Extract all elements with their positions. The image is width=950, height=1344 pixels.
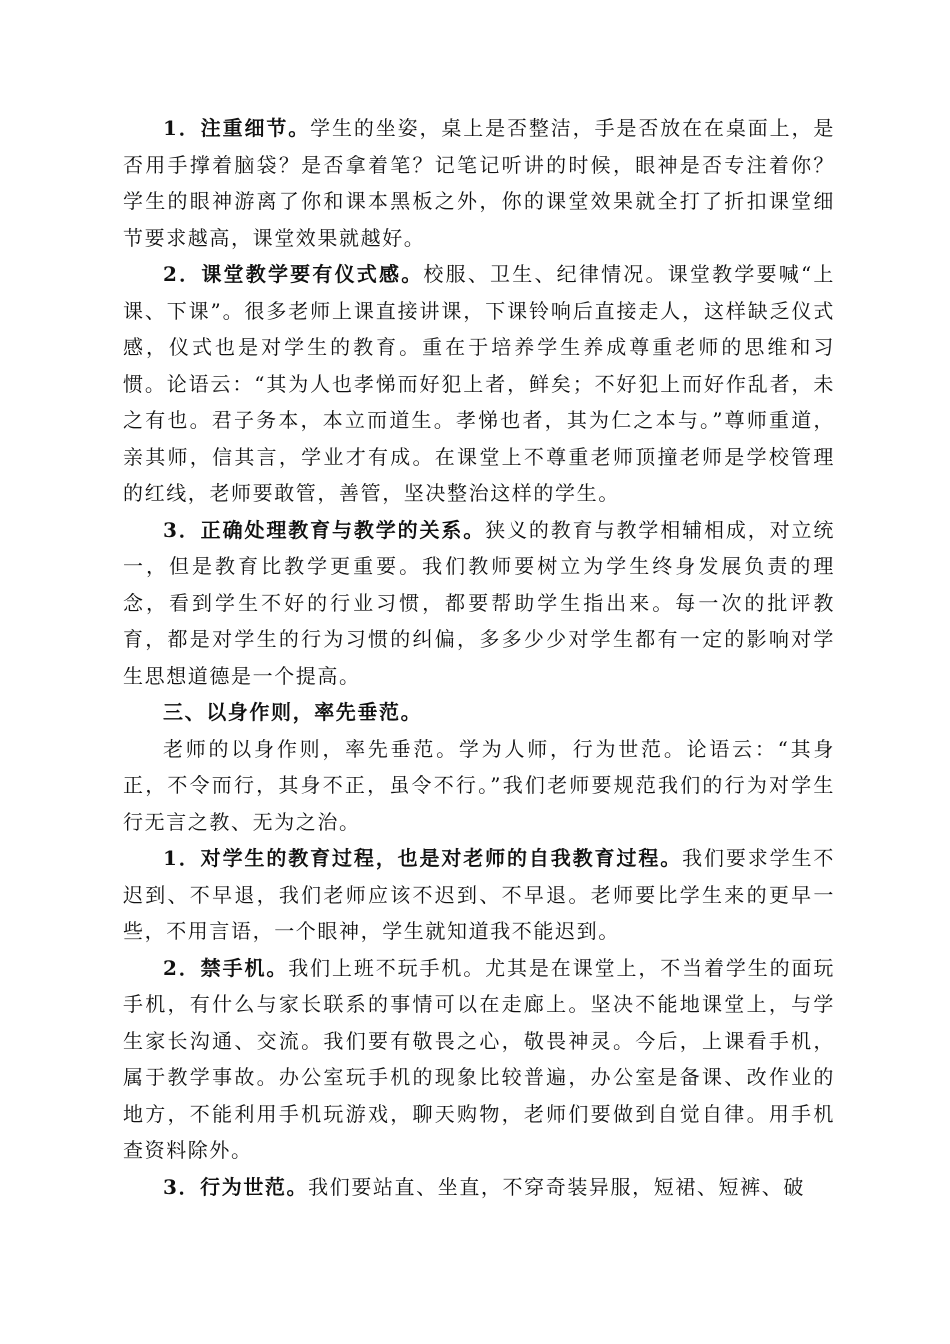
- paragraph-body: 老师的以身作则，率先垂范。学为人师，行为世范。论语云：“其身正，不令而行，其身不正，虽令不行。”我们老师要规范我们的行为对学生行无言之教、无为之治。: [123, 736, 835, 834]
- paragraph-no-phones: [123, 950, 835, 1169]
- paragraph-body: 我们要求学生不迟到、不早退，我们老师应该不迟到、不早退。老师要比学生来的更早一些，不用言语，一个眼神，学生就知道我不能迟到。: [123, 846, 835, 943]
- paragraph-body: 校服、卫生、纪律情况。课堂教学要喊“上课、下课”。很多老师上课直接讲课，下课铃响后直接走人，这样缺乏仪式感，仪式也是对学生的教育。重在于培养学生养成尊重老师的思维和习惯。论语云：“其为人也孝悌而好犯上者，鲜矣；不好犯上而好作乱者，未之有也。君子务本，本立而道生。孝悌也者，其为仁之本与。”尊师重道，亲其师，信其言，学业才有成。在课堂上不尊重老师顶撞老师是学校管理的红线，老师要敢管，善管，坚决整治这样的学生。: [123, 262, 835, 505]
- paragraph-lead: 1．注重细节。: [163, 116, 311, 140]
- paragraph-body: 狭义的教育与教学相辅相成，对立统一，但是教育比教学更重要。我们教师要树立为学生终身发展负责的理念，看到学生不好的行业习惯，都要帮助学生指出来。每一次的批评教育，都是对学生的行为习惯的纠偏，多多少少对学生都有一定的影响对学生思想道德是一个提高。: [123, 517, 835, 688]
- section-heading: 三、以身作则，率先垂范。: [163, 700, 423, 724]
- paragraph-lead-by-example: [123, 731, 835, 841]
- paragraph-self-education: [123, 840, 835, 950]
- paragraph-lead: 2．课堂教学要有仪式感。: [163, 262, 424, 286]
- paragraph-body: 我们要站直、坐直，不穿奇装异服，短裙、短裤、破: [308, 1174, 805, 1199]
- paragraph-lead: 3．正确处理教育与教学的关系。: [163, 517, 486, 542]
- document-page: [123, 110, 835, 1205]
- paragraph-attention-to-detail: [123, 110, 835, 256]
- paragraph-lead: 2．禁手机。: [163, 955, 289, 980]
- paragraph-body: 我们上班不玩手机。尤其是在课堂上，不当着学生的面玩手机，有什么与家长联系的事情可以在走廊上。坚决不能地课堂上，与学生家长沟通、交流。我们要有敬畏之心，敬畏神灵。今后，上课看手机，属于教学事故。办公室玩手机的现象比较普遍，办公室是备课、改作业的地方，不能利用手机玩游戏，聊天购物，老师们要做到自觉自律。用手机查资料除外。: [123, 955, 835, 1162]
- paragraph-behavior-model: [123, 1169, 835, 1206]
- paragraph-education-and-teaching: [123, 512, 835, 695]
- paragraph-lead: 3．行为世范。: [163, 1174, 309, 1199]
- paragraph-body: 学生的坐姿，桌上是否整洁，手是否放在在桌面上，是否用手撑着脑袋？是否拿着笔？记笔记听讲的时候，眼神是否专注着你？学生的眼神游离了你和课本黑板之外，你的课堂效果就全打了折扣课堂细节要求越高，课堂效果就越好。: [123, 116, 835, 250]
- paragraph-sense-of-ritual: [123, 256, 835, 512]
- paragraph-lead: 1．对学生的教育过程，也是对老师的自我教育过程。: [163, 846, 683, 870]
